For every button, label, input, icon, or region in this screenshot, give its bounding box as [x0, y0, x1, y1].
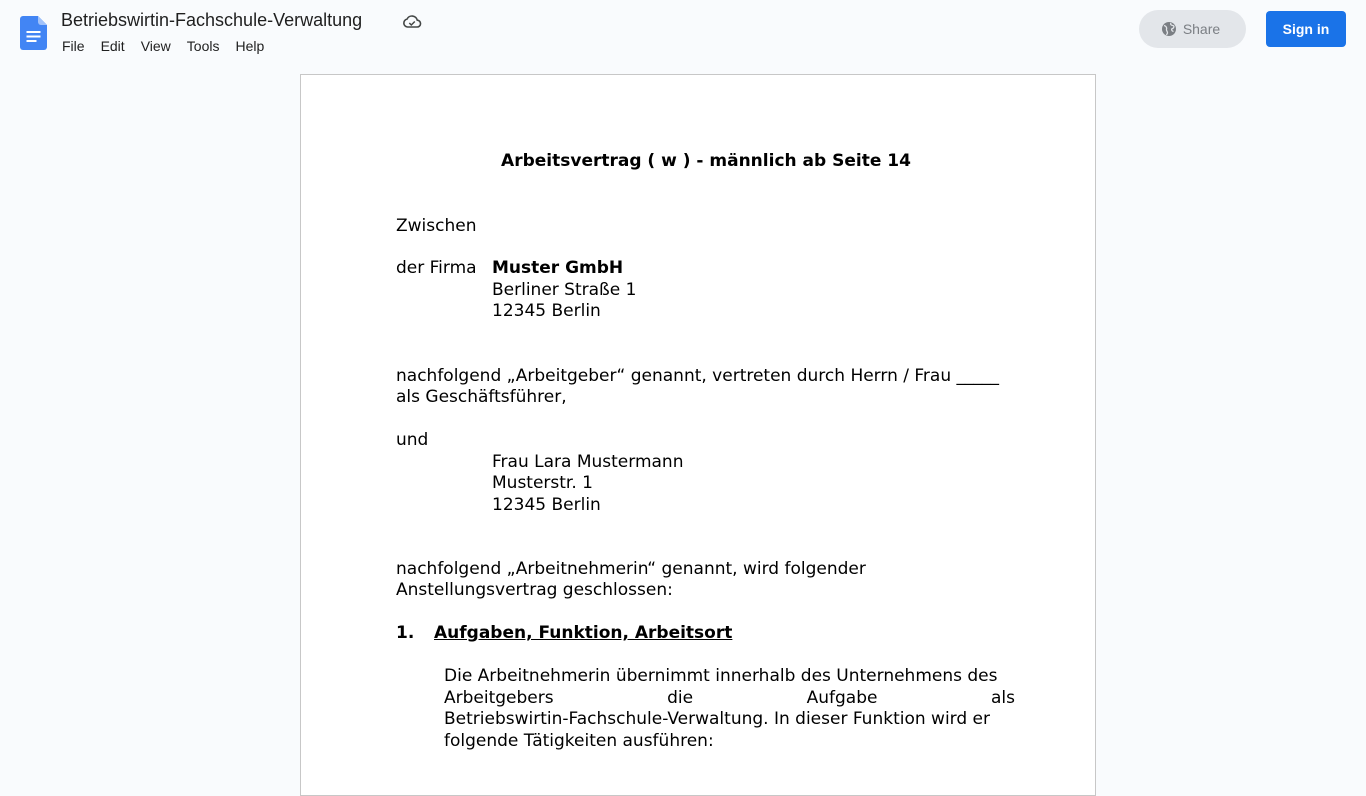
employer-street: Berliner Straße 1 [492, 280, 637, 300]
paragraph-line-justified [444, 688, 1015, 710]
firma-label: der Firma [396, 258, 477, 278]
cloud-saved-icon[interactable] [402, 13, 422, 31]
employee-note-line2: Anstellungsvertrag geschlossen: [396, 580, 673, 600]
employer-note-line2: als Geschäftsführer, [396, 387, 567, 407]
menu-view[interactable]: View [140, 38, 171, 54]
menu-tools[interactable]: Tools [186, 38, 220, 54]
paragraph-word: Arbeitgebers [444, 687, 554, 708]
menu-bar [54, 37, 272, 55]
employer-note-line1: nachfolgend „Arbeitgeber“ genannt, vertreten durch Herrn / Frau _____ [396, 366, 1000, 386]
paragraph-word: als [991, 687, 1015, 708]
paragraph-word: die [667, 687, 694, 708]
paragraph-line [444, 709, 1015, 731]
section-title: Aufgaben, Funktion, Arbeitsort [434, 623, 733, 643]
employee-city: 12345 Berlin [492, 495, 601, 515]
document-page[interactable] [300, 74, 1096, 796]
sign-in-button[interactable]: Sign in [1266, 11, 1346, 47]
section-number: 1. [396, 623, 415, 643]
paragraph-line [444, 666, 1015, 688]
paragraph-line-text: folgende Tätigkeiten ausführen: [444, 730, 714, 751]
employer-name: Muster GmbH [492, 258, 624, 278]
document-heading: Arbeitsvertrag ( w ) - männlich ab Seite 14 [501, 151, 911, 171]
share-label: Share [1182, 21, 1221, 37]
globe-icon [1161, 21, 1177, 37]
menu-help[interactable]: Help [235, 38, 265, 54]
paragraph-line [444, 731, 1015, 753]
paragraph-line-text: Die Arbeitnehmerin übernimmt innerhalb des Unternehmens des [444, 666, 998, 686]
share-button[interactable] [1139, 10, 1246, 48]
and-text: und [396, 430, 429, 450]
paragraph-line-text: Betriebswirtin-Fachschule-Verwaltung. In dieser Funktion wird er [444, 709, 991, 729]
paragraph-word: Aufgabe [806, 687, 878, 708]
employee-name: Frau Lara Mustermann [492, 452, 684, 472]
menu-edit[interactable]: Edit [100, 38, 125, 54]
employee-street: Musterstr. 1 [492, 473, 593, 493]
employee-note-line1: nachfolgend „Arbeitnehmerin“ genannt, wird folgender [396, 559, 866, 579]
between-text: Zwischen [396, 216, 477, 236]
menu-file[interactable]: File [62, 38, 85, 54]
employer-city: 12345 Berlin [492, 301, 601, 321]
app-header [0, 0, 1366, 64]
document-title[interactable]: Betriebswirtin-Fachschule-Verwaltung [61, 10, 363, 30]
google-docs-icon[interactable] [20, 16, 47, 50]
section-paragraph [444, 666, 1015, 752]
